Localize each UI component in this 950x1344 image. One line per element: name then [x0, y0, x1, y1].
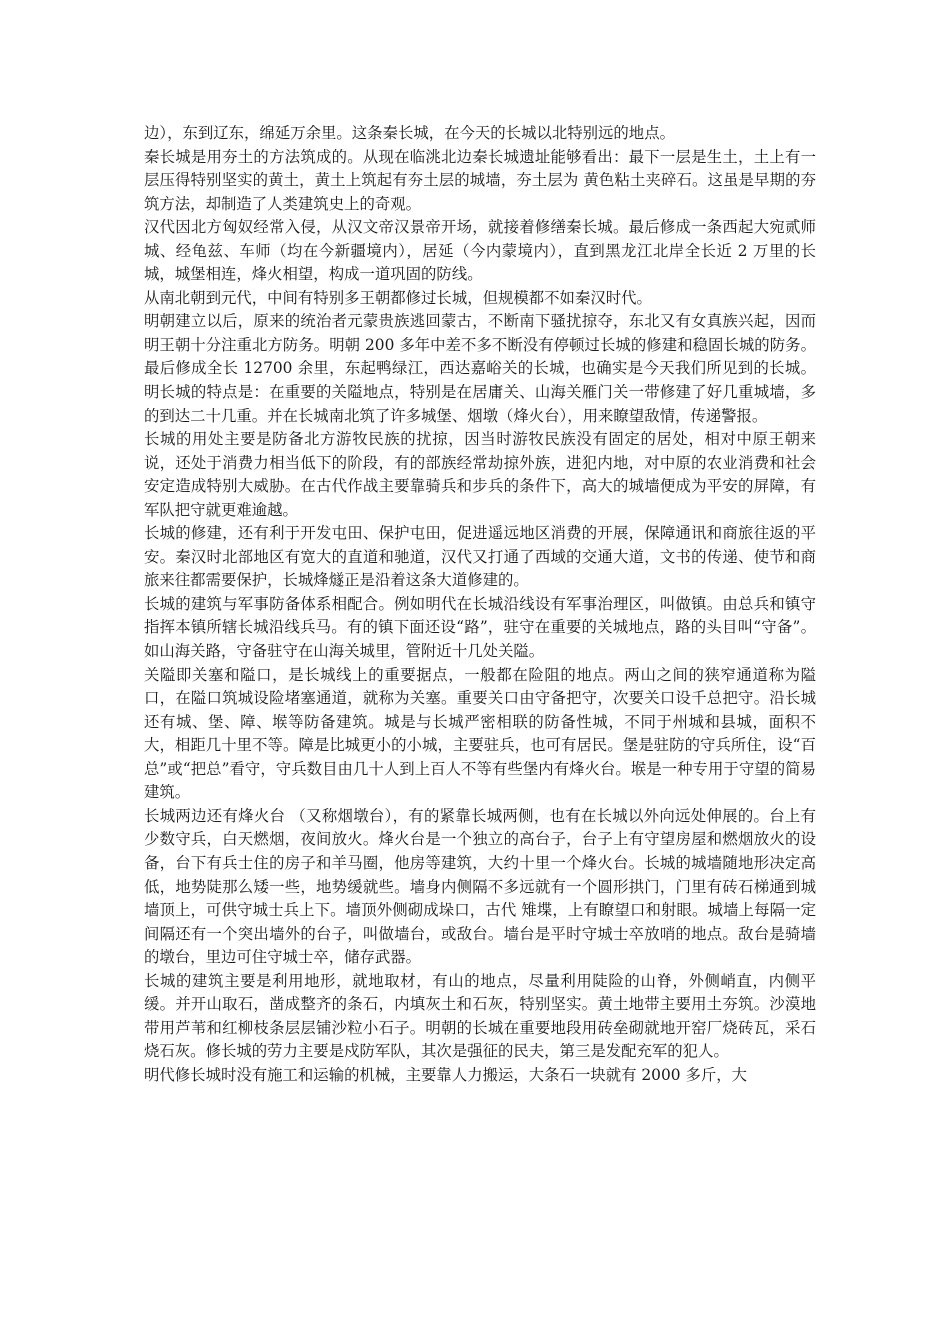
paragraph-12: 明代修长城时没有施工和运输的机械，主要靠人力搬运，大条石一块就有 2000 多斤，大: [144, 1065, 748, 1084]
paragraph-4: 从南北朝到元代，中间有特别多王朝都修过长城，但规模都不如秦汉时代。: [144, 288, 652, 307]
paragraph-9: 关隘即关塞和隘口，是长城线上的重要据点，一般都在险阻的地点。两山之间的狭窄通道称为隘口，在隘口筑城设险堵塞通道，就称为关塞。重要关口由守备把守，次要关口设千总把守。沿长城还有城、堡、障、堠等防备建筑。城是与长城严密相联的防备性城，不同于州城和县城，面积不大，相距几十里不等。障是比城更小的小城，主要驻兵，也可有居民。堡是驻防的守兵所住，设“百总”或“把总”看守，守兵数目由几十人到上百人不等有些堡内有烽火台。堠是一种专用于守望的简易建筑。: [144, 665, 816, 802]
paragraph-1: 边），东到辽东，绵延万余里。这条秦长城，在今天的长城以北特别远的地点。: [144, 124, 675, 142]
paragraph-3: 汉代因北方匈奴经常入侵，从汉文帝汉景帝开场，就接着修缮秦长城。最后修成一条西起大宛贰师城、经龟兹、车师（均在今新疆境内），居延（今内蒙境内），直到黑龙江北岸全长近 2 万里的长城，城堡相连，烽火相望，构成一道巩固的防线。: [144, 218, 816, 284]
paragraph-8: 长城的建筑与军事防备体系相配合。例如明代在长城沿线设有军事治理区，叫做镇。由总兵和镇守指挥本镇所辖长城沿线兵马。有的镇下面还设“路”，驻守在重要的关城地点，路的头目叫“守备”。如山海关路，守备驻守在山海关城里，管附近十几处关隘。: [144, 594, 816, 661]
paragraph-6: 长城的用处主要是防备北方游牧民族的扰掠，因当时游牧民族没有固定的居处，相对中原王朝来说，还处于消费力相当低下的阶段，有的部族经常劫掠外族，进犯内地，对中原的农业消费和社会安定造成特别大威胁。在古代作战主要靠骑兵和步兵的条件下，高大的城墙便成为平安的屏障，有军队把守就更难逾越。: [144, 430, 816, 519]
paragraph-5: 明朝建立以后，原来的统治者元蒙贵族逃回蒙古，不断南下骚扰掠夺，东北又有女真族兴起，因而明王朝十分注重北方防务。明朝 200 多年中差不多不断没有停顿过长城的修建和稳固长城的防务。最后修成全长 12700 余里，东起鸭绿江，西达嘉峪关的长城，也确实是今天我们所见到的长城。明长城的特点是：在重要的关隘地点，特别是在居庸关、山海关雁门关一带修建了好几重城墙，多的到达二十几重。并在长城南北筑了许多城堡、烟墩（烽火台），用来瞭望敌情，传递警报。: [144, 312, 816, 425]
paragraph-11: 长城的建筑主要是利用地形，就地取材，有山的地点，尽量利用陡险的山脊，外侧峭直，内侧平缓。并开山取石，凿成整齐的条石，内填灰土和石灰，特别坚实。黄土地带主要用土夯筑。沙漠地带用芦苇和红柳枝条层层铺沙粒小石子。明朝的长城在重要地段用砖垒砌就地开窑厂烧砖瓦，采石烧石灰。修长城的劳力主要是戍防军队，其次是强征的民夫，第三是发配充军的犯人。: [144, 971, 816, 1061]
paragraph-2: 秦长城是用夯土的方法筑成的。从现在临洮北边秦长城遗址能够看出：最下一层是生土，土上有一层压得特别坚实的黄土，黄土上筑起有夯土层的城墙，夯土层为 黄色粘土夹碎石。这虽是早期的夯筑方法，却制造了人类建筑史上的奇观。: [144, 147, 816, 213]
body-text: [144, 122, 816, 1087]
paragraph-7: 长城的修建，还有利于开发屯田、保护屯田，促进遥远地区消费的开展，保障通讯和商旅往返的平安。秦汉时北部地区有宽大的直道和驰道，汉代又打通了西域的交通大道，文书的传递、使节和商旅来往都需要保护，长城烽燧正是沿着这条大道修建的。: [144, 524, 816, 590]
paragraph-10: 长城两边还有烽火台 （又称烟墩台），有的紧靠长城两侧，也有在长城以外向远处伸展的。台上有少数守兵，白天燃烟，夜间放火。烽火台是一个独立的高台子，台子上有守望房屋和燃烟放火的设备，台下有兵士住的房子和羊马圈，他房等建筑，大约十里一个烽火台。长城的城墙随地形决定高低，地势陡那么矮一些，地势缓就些。墙身内侧隔不多远就有一个圆形拱门，门里有砖石梯通到城墙顶上，可供守城士兵上下。墙顶外侧砌成垛口，古代 雉堞，上有瞭望口和射眼。城墙上每隔一定间隔还有一个突出墙外的台子，叫做墙台，或敌台。墙台是平时守城士卒放哨的地点。敌台是骑墙的墩台，里边可住守城士卒，储存武器。: [144, 806, 816, 967]
